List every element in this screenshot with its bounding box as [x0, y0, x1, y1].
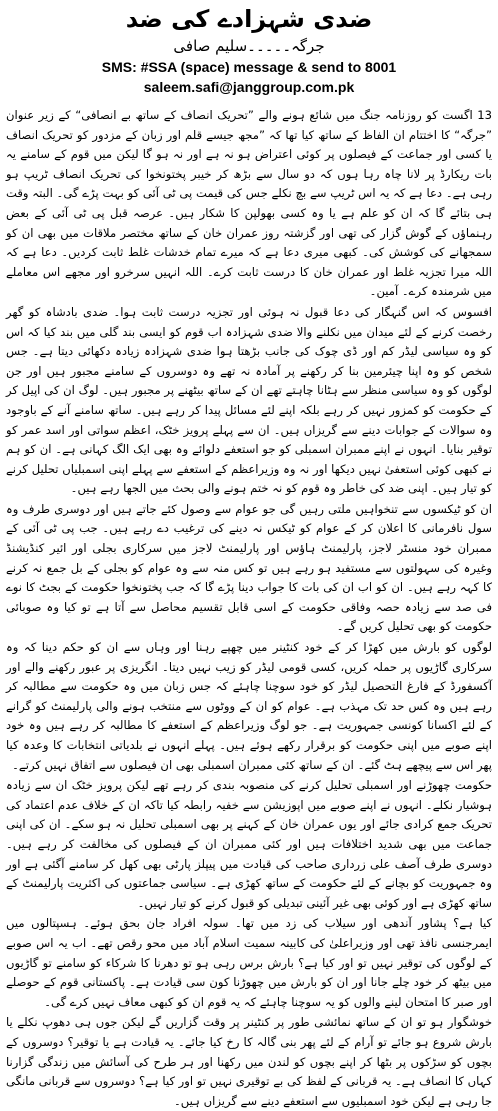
article-body	[6, 106, 492, 1108]
article-paragraph: کیا ہے؟ پشاور آندھی اور سیلاب کی زد میں تھا۔ سولہ افراد جان بحق ہوئے۔ ہسپتالوں میں ایمرجنسی نافذ تھی اور وزیراعلیٰ کی کابینہ سمیت اسلام آباد میں محو رقص تھے۔ اب یہ اس صوبے کے لوگوں کی توقیر نہیں تو اور کیا ہے؟ بارش برس رہی ہو تو دھرنا کا شرکاء کو سامنے تو گاڑیوں میں بیٹھ کر خود چلے جانا اور ان کو بارش میں چھوڑنا کون سی قیادت ہے۔ پاکستانی قوم کے حوصلے اور صبر کا امتحان لینے والوں کو یہ سوچنا چاہئے کہ یہ قوم ان کو کبھی معاف نہیں کرے گی۔	[6, 916, 492, 1009]
author-email: saleem.safi@janggroup.com.pk	[143, 79, 355, 95]
article-byline: جرگہ۔۔۔۔۔سلیم صافی	[173, 37, 325, 55]
article-paragraph: لوگوں کو بارش میں کھڑا کر کے خود کنٹینر میں چھپے رہنا اور وہاں سے ان کو حکم دینا کہ وہ سرکاری گاڑیوں پر حملہ کریں، کسی قومی لیڈر کو زیب نہیں دیتا۔ انگریزی پر عبور رکھنے والے اور آکسفورڈ کے فارغ التحصیل لیڈر کو خود سوچنا چاہئے کہ جس زبان میں وہ حکومت سے مطالبہ کر رہے ہیں وہ کس حد تک مہذب ہے۔ عوام کو ان کے ووٹوں سے منتخب ہونے والی پارلیمنٹ کو گرانے کے لئے اکسانا کونسی جمہوریت ہے۔ جو لوگ وزیراعظم کے استعفے کا مطالبہ کر رہے ہیں وہ خود اپنے صوبے میں اپنی حکومت کو برقرار رکھے ہوئے ہیں۔ پہلے انہوں نے بلدیاتی انتخابات کا وعدہ کیا پھر اس سے پیچھے ہٹ گئے۔ ان کے ساتھ کئی ممبران اسمبلی بھی ان فیصلوں سے اتفاق نہیں کرتے۔	[6, 640, 492, 772]
article-paragraph: حکومت چھوڑنے اور اسمبلی تحلیل کرنے کی منصوبہ بندی کر رہے تھے لیکن پرویز خٹک ان سے زیادہ ہوشیار نکلے۔ انہوں نے اپنے صوبے میں اپوزیشن سے خفیہ رابطہ کیا تاکہ ان کے خلاف عدم اعتماد کی تحریک جمع کرادی جائے اور یوں عمران خان کے کہنے پر بھی اسمبلی تحلیل نہ ہو سکے۔ ان کی اپنی جماعت میں بھی شدید اختلافات ہیں اور کئی ممبران ان کے فیصلوں کی مخالفت کر رہے ہیں۔ دوسری طرف آصف علی زرداری صاحب کی قیادت میں پیپلز پارٹی بھی کھل کر سامنے آگئی ہے اور وہ جمہوریت کو بچانے کے لئے حکومت کے ساتھ کھڑی ہے۔ سیاسی جماعتوں کی اکثریت پارلیمنٹ کے ساتھ کھڑی ہے اور کوئی بھی غیر آئینی تبدیلی کو قبول کرنے کو تیار نہیں۔	[6, 778, 492, 910]
article-paragraph: افسوس کہ اس گنہگار کی دعا قبول نہ ہوئی اور تجزیہ درست ثابت ہوا۔ ضدی بادشاہ کو گھر رخصت کرنے کے لئے میدان میں نکلنے والا ضدی شہزادہ اب قوم کو ایسی بند گلی میں بند کیا کہ اس کو وہ سیاسی لیڈر کم اور ڈی چوک کی جانب بڑھتا ہوا ضدی شہزادہ زیادہ دکھائی دیتا ہے۔ جس شخص کو وہ اپنا چیئرمین بنا کر رکھنے پر آمادہ نہ تھے وہ دوسروں کے سامنے مجبور ہیں اور جن لوگوں کو وہ سیاسی منظر سے ہٹانا چاہتے تھے ان کے ساتھ بیٹھنے پر مجبور ہیں۔ لوگ ان کی اپیل کر کے حکومت کو کمزور نہیں کر رہے بلکہ اپنے لئے مسائل پیدا کر رہے ہیں۔ ساتھ سامنے آنے کے باوجود وہ سوالات کے جوابات دینے سے گریزاں ہیں۔ ان سے پہلے پرویز خٹک، اعظم سواتی اور اسد عمر کو توقیر بنایا۔ انہوں نے اپنے ممبران اسمبلی کو جو استعفے دلوائے وہ بھی ایک الگ کہانی ہے۔ ان کو ہم نے کبھی کوئی استعفیٰ نہیں دیکھا اور نہ وہ وزیراعظم کے استعفے سے پہلے اپنی اسمبلیاں تحلیل کرنے کو تیار ہیں۔ اپنی ضد کی خاطر وہ قوم کو نہ ختم ہونے والی بحث میں الجھا رہے ہیں۔	[6, 304, 492, 496]
article-paragraph: ان کو ٹیکسوں سے تنخواہیں ملتی رہیں گی جو عوام سے وصول کئے جاتے ہیں اور دوسری طرف وہ سول نافرمانی کا اعلان کر کے عوام کو ٹیکس نہ دینے کی ترغیب دے رہے ہیں۔ جب پی ٹی آئی کے ممبران خود منسٹر لاجز، پارلیمنٹ ہاؤس اور پارلیمنٹ لاجز میں سرکاری بجلی اور ائیر کنڈیشنڈ وغیرہ کی سہولتوں سے مستفید ہو رہے ہیں تو کس منہ سے وہ عوام کو بجلی کے بل جمع نہ کرنے کا کہہ رہے ہیں۔ ان کو اب ان کی بات کا جواب دینا پڑے گا کہ جب پختونخوا حکومت کے بجٹ کا نوے فی صد سے زیادہ حصہ وفاقی حکومت کے اسی قابل تقسیم محاصل سے آتا ہے تو کیا وہ صوبائی حکومت کو بھی تحلیل کریں گے۔	[6, 501, 492, 634]
article-paragraph: خوشگوار ہو تو ان کے ساتھ نمائشی طور پر کنٹینر پر وقت گزاریں گے لیکن جوں ہی دھوپ نکلے یا بارش شروع ہو جائے تو آرام کے لئے پھر بنی گالہ کا رخ کیا جائے۔ یہ قیادت ہے یا توقیر؟ دوسروں کے بچوں کو سڑکوں پر بٹھا کر اپنے بچوں کو لندن میں رکھنا اور ہر طرح کی آسائش میں زندگی گزارنا کہاں کا انصاف ہے۔ یہ قربانی کے لفظ کی بے توقیری نہیں تو اور کیا ہے؟ دوسروں سے قربانی مانگی جا رہی ہے لیکن خود اسمبلیوں سے استعفے دینے سے گریزاں ہیں۔	[6, 1015, 492, 1108]
article-paragraph: 13 اگست کو روزنامہ جنگ میں شائع ہونے والے ”تحریک انصاف کے ساتھ بے انصافی“ کے زیر عنوان ”جرگہ“ کا اختتام ان الفاظ کے ساتھ کیا تھا کہ ”مجھ جیسے قلم اور زبان کے مزدور کو تحریک انصاف یا کسی اور جماعت کے فیصلوں پر کوئی اعتراض ہو نہ ہے اور نہ ہو گا لیکن میں قوم کے سامنے یہ بات ریکارڈ پر لانا چاہ رہا ہوں کہ دو سال سے بڑھ کر خیبر پختونخوا کی تحریک انصاف ٹریپ ہو رہی ہے۔ دعا ہے کہ یہ اس ٹریپ سے بچ نکلے جس کی قیمت پی ٹی آئی کو بہت پڑے گی۔ البتہ وقت ہی بتائے گا کہ ان کو علم ہے یا وہ کسی بھولپن کا شکار ہیں۔ عرصہ قبل پی ٹی آئی کے بعض رہنماؤں کے گوش گزار کی تھی اور گزشتہ روز عمران خان کے ساتھ مختصر ملاقات میں بھی ان کو سمجھانے کی کوشش کی۔ کبھی میری دعا ہے کہ میرے تمام خدشات غلط ثابت کردیں۔ دعا ہے کہ اللہ میرا تجزیہ غلط اور عمران خان کا درست ثابت کرے۔ اللہ انہیں سرخرو اور مجھے اس معاملے میں شرمندہ کرے۔ آمین۔	[6, 108, 492, 299]
article-title: ضدی شہزادے کی ضد	[125, 5, 373, 33]
sms-line: SMS: #SSA (space) message & send to 8001	[101, 59, 397, 75]
